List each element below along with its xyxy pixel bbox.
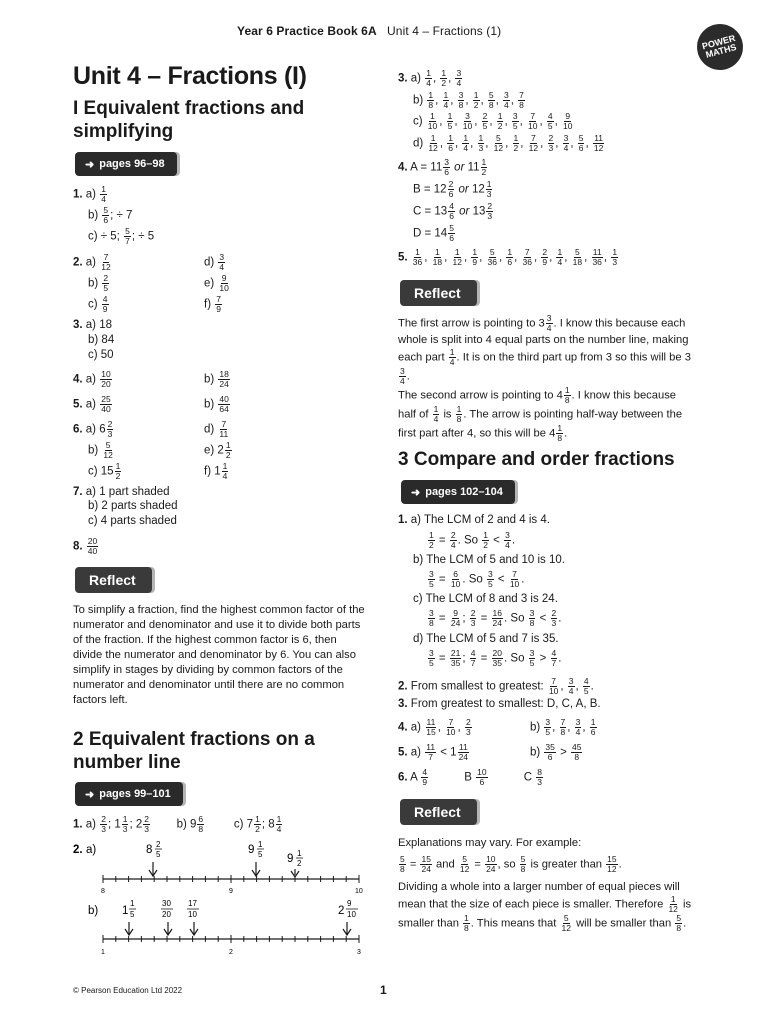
s3-q2: 2. From smallest to greatest: $\frac{7}{10}$ , $\frac{3}{4}$ , $\frac{4}{5}$ . (398, 676, 594, 696)
q1c: c) ÷ 5; $\frac{5}{7}$ ; ÷ 5 (88, 226, 155, 246)
q6d: d) $\frac{7}{11}$ (204, 419, 229, 439)
s3-q1a: 1. a) The LCM of 2 and 4 is 4. (398, 514, 550, 526)
page-number: 1 (380, 983, 387, 997)
book-title: Year 6 Practice Book 6A (237, 24, 377, 38)
num-9b: 9 (287, 853, 294, 865)
q6f: f) 1 $\frac{1}{4}$ (204, 461, 228, 481)
s1-q3c: c) $\frac{1}{10}$ , $\frac{1}{5}$ , $\frac{3}{10}$ , $\frac{2}{5}$ , $\frac{1}{2}$ , $\frac{3}{5}$ , $\frac{7}{10}$ , $\frac{4}{5}$ , $\frac{9}{10}$ (413, 111, 573, 131)
label-2a: 2. (73, 844, 83, 856)
q6e: e) 2 $\frac{1}{2}$ (204, 440, 231, 460)
num-9a-n: 1 (258, 840, 263, 849)
q1b: b) $\frac{5}{6}$ ; ÷ 7 (88, 205, 133, 225)
q6b: b) $\frac{5}{12}$ (88, 440, 113, 460)
lbl-4: 2 (338, 905, 345, 917)
q5a: 5. a) $\frac{25}{40}$ (73, 394, 111, 414)
q2f: f) $\frac{7}{9}$ (204, 294, 221, 314)
num-9a-d: 5 (258, 850, 263, 859)
number-line-2a (73, 838, 373, 898)
reflect-badge-3: Reflect (400, 799, 477, 825)
s3-q1d: d) The LCM of 5 and 7 is 35. (413, 633, 559, 645)
s3-q1c: c) The LCM of 8 and 3 is 24. (413, 593, 558, 605)
num-9a: 9 (248, 844, 255, 856)
s3-q4b: b) $\frac{3}{5}$ , $\frac{7}{8}$ , $\frac{3}{4}$ , $\frac{1}{6}$ (530, 717, 596, 737)
running-header (237, 24, 501, 38)
tick-10: 10 (355, 888, 363, 895)
reflect-3-line1: Explanations may vary. For example: (398, 837, 582, 849)
q4b: b) $\frac{18}{24}$ (204, 369, 229, 389)
s1-q4c: C = 13 $\frac{4}{6}$ or 13 $\frac{2}{3}$ (413, 201, 493, 221)
lbl-4-d: 10 (347, 910, 356, 919)
lbl-2-n: 30 (162, 899, 171, 908)
s3-q1a-work: $\frac{1}{2}$ = $\frac{2}{4}$ . So $\frac{1}{2}$ < $\frac{3}{4}$ . (429, 530, 516, 550)
tick-8: 8 (101, 888, 105, 895)
lbl-2-d: 20 (162, 910, 171, 919)
reflect-3-line2: $\frac{5}{8}$ = $\frac{15}{24}$ and $\frac{5}{12}$ = $\frac{10}{24}$ , so $\frac{5}{8}$ is greater than $\frac{15}{12}$ . (400, 854, 622, 874)
q1a: 1. a) $\frac{1}{4}$ (73, 184, 106, 204)
s2-q1: 1. a) $\frac{2}{3}$ ; 1 $\frac{1}{3}$ ; 2 $\frac{2}{3}$ b) 9 $\frac{6}{8}$ c) 7 $\frac{1}{2}$ ; 8 $\frac{1}{4}$ (73, 814, 282, 834)
num-9b-d: 2 (297, 859, 302, 868)
q3b: b) 84 (88, 334, 115, 346)
reflect-2-text: The first arrow is pointing to 3 $\frac{3}{4}$ . I know this because each whole is split into 4 equal parts on the number line, making each part $\frac{1}{4}$ . It is on the third part up from 3 so this will be 3 $\frac{3}{4}$ . The second arrow is pointing to 4 $\frac{1}{8}$ . I know this because half of $\frac{1}{4}$ is $\frac{1}{8}$ . The arrow is pointing half-way between the first part after 4, so this will be 4 $\frac{1}{8}$ . (398, 313, 691, 443)
q8: 8. $\frac{20}{40}$ (73, 536, 98, 556)
lbl-1: 1 (122, 905, 129, 917)
tick-3: 3 (357, 949, 361, 956)
num-8: 8 (146, 844, 153, 856)
q3c: c) 50 (88, 349, 114, 361)
q6a: 6. a) 6 $\frac{2}{3}$ (73, 419, 113, 439)
s3-q1b: b) The LCM of 5 and 10 is 10. (413, 554, 565, 566)
s3-q4a: 4. a) $\frac{11}{15}$ , $\frac{7}{10}$ , $\frac{2}{3}$ (398, 717, 471, 737)
s3-q6: 6. A $\frac{4}{9}$ B $\frac{10}{6}$ C $\frac{8}{3}$ (398, 767, 542, 787)
tick-2: 2 (229, 949, 233, 956)
pages-badge-1: ➜ pages 96–98 (75, 152, 177, 176)
reflect-1-text: To simplify a fraction, find the highest common factor of the numerator and denominator and use it to divide both parts of the fraction. If the highest common factor is 6, then divide the numerator and denominator by 6. You can also simplify in stages by dividing by common factors of the numerator and denominator until there are no common factors left. (73, 604, 365, 706)
copyright: © Pearson Education Ltd 2022 (73, 986, 183, 995)
lbl-3-d: 10 (188, 910, 197, 919)
section-2-heading: 2 Equivalent fractions on a number line (73, 729, 315, 773)
tick-9: 9 (229, 888, 233, 895)
unit-title: Unit 4 – Fractions (1) (387, 24, 502, 38)
q4a: 4. a) $\frac{10}{20}$ (73, 369, 111, 389)
s1-q3a: 3. a) $\frac{1}{4}$ , $\frac{1}{2}$ , $\frac{3}{4}$ (398, 68, 462, 88)
s1-q4d: D = 14 $\frac{5}{6}$ (413, 223, 454, 243)
num-8-n: 2 (156, 840, 161, 849)
s1-q5: 5. $\frac{1}{36}$ , $\frac{1}{18}$ , $\frac{1}{12}$ , $\frac{1}{9}$ , $\frac{5}{36}$ , $\frac{1}{6}$ , $\frac{7}{36}$ , $\frac{2}{9}$ , $\frac{1}{4}$ , $\frac{5}{18}$ , $\frac{11}{36}$ , $\frac{1}{3}$ (398, 247, 618, 267)
lbl-1-n: 1 (130, 899, 135, 908)
s3-q3: 3. From greatest to smallest: D, C, A, B. (398, 698, 601, 710)
s1-q4b: B = 12 $\frac{2}{6}$ or 12 $\frac{1}{3}$ (413, 179, 492, 199)
s3-q5b: b) $\frac{35}{6}$ > $\frac{45}{8}$ (530, 742, 582, 762)
s1-q3b: b) $\frac{1}{8}$ , $\frac{1}{4}$ , $\frac{3}{8}$ , $\frac{1}{2}$ , $\frac{5}{8}$ , $\frac{3}{4}$ , $\frac{7}{8}$ (413, 90, 524, 110)
q7a: 7. a) 1 part shaded (73, 486, 170, 498)
reflect-badge-2: Reflect (400, 280, 477, 306)
lbl-3-n: 17 (188, 899, 197, 908)
q2e: e) $\frac{9}{10}$ (204, 273, 229, 293)
label-a: a) (86, 844, 97, 856)
section-3-heading: 3 Compare and order fractions (398, 449, 675, 470)
section-1-heading: I Equivalent fractions and simplifying (73, 98, 305, 142)
q2c: c) $\frac{4}{9}$ (88, 294, 108, 314)
q7b: b) 2 parts shaded (88, 500, 178, 512)
s3-q1b-work: $\frac{3}{5}$ = $\frac{6}{10}$ . So $\frac{3}{5}$ < $\frac{7}{10}$ . (429, 569, 525, 589)
q6c: c) 15 $\frac{1}{2}$ (88, 461, 121, 481)
s3-q1d-work: $\frac{3}{5}$ = $\frac{21}{35}$ ; $\frac{4}{7}$ = $\frac{20}{35}$ . So $\frac{3}{5}$ > $\frac{4}{7}$ . (429, 648, 562, 668)
q3a: 3. a) 18 (73, 319, 113, 331)
reflect-3-line3: Dividing a whole into a larger number of equal pieces will mean that the size of each piece is smaller. Therefore $\frac{1}{12}$ is smaller than $\frac{1}{8}$ . This means that $\frac{5}{12}$ will be smaller than $\frac{5}{8}$ . (398, 881, 692, 933)
page-title: Unit 4 – Fractions (I) (73, 62, 307, 90)
tick-1: 1 (101, 949, 105, 956)
q2a: 2. a) $\frac{7}{12}$ (73, 252, 111, 272)
number-line-2b (73, 896, 373, 958)
q2b: b) $\frac{2}{5}$ (88, 273, 109, 293)
s1-q3d: d) $\frac{1}{12}$ , $\frac{1}{6}$ , $\frac{1}{4}$ , $\frac{1}{3}$ , $\frac{5}{12}$ , $\frac{1}{2}$ , $\frac{7}{12}$ , $\frac{2}{3}$ , $\frac{3}{4}$ , $\frac{5}{6}$ , $\frac{11}{12}$ (413, 133, 604, 153)
pages-badge-2: ➜ pages 99–101 (75, 782, 183, 806)
label-b: b) (88, 905, 99, 917)
pages-badge-3: ➜ pages 102–104 (401, 480, 515, 504)
q5b: b) $\frac{40}{64}$ (204, 394, 229, 414)
q7c: c) 4 parts shaded (88, 515, 177, 527)
s3-q5a: 5. a) $\frac{11}{7}$ < 1 $\frac{11}{24}$ (398, 742, 469, 762)
s3-q1c-work: $\frac{3}{8}$ = $\frac{9}{24}$ ; $\frac{2}{3}$ = $\frac{16}{24}$ . So $\frac{3}{8}$ < $\frac{2}{3}$ . (429, 608, 562, 628)
lbl-1-d: 5 (130, 910, 135, 919)
lbl-4-n: 9 (347, 899, 352, 908)
s1-q4a: 4. A = 11 $\frac{3}{6}$ or 11 $\frac{1}{2}$ (398, 157, 487, 177)
q2d: d) $\frac{3}{4}$ (204, 252, 225, 272)
num-8-d: 5 (156, 850, 161, 859)
num-9b-n: 1 (297, 849, 302, 858)
reflect-badge-1: Reflect (75, 567, 152, 593)
power-maths-logo: POWER MATHS (692, 19, 748, 75)
